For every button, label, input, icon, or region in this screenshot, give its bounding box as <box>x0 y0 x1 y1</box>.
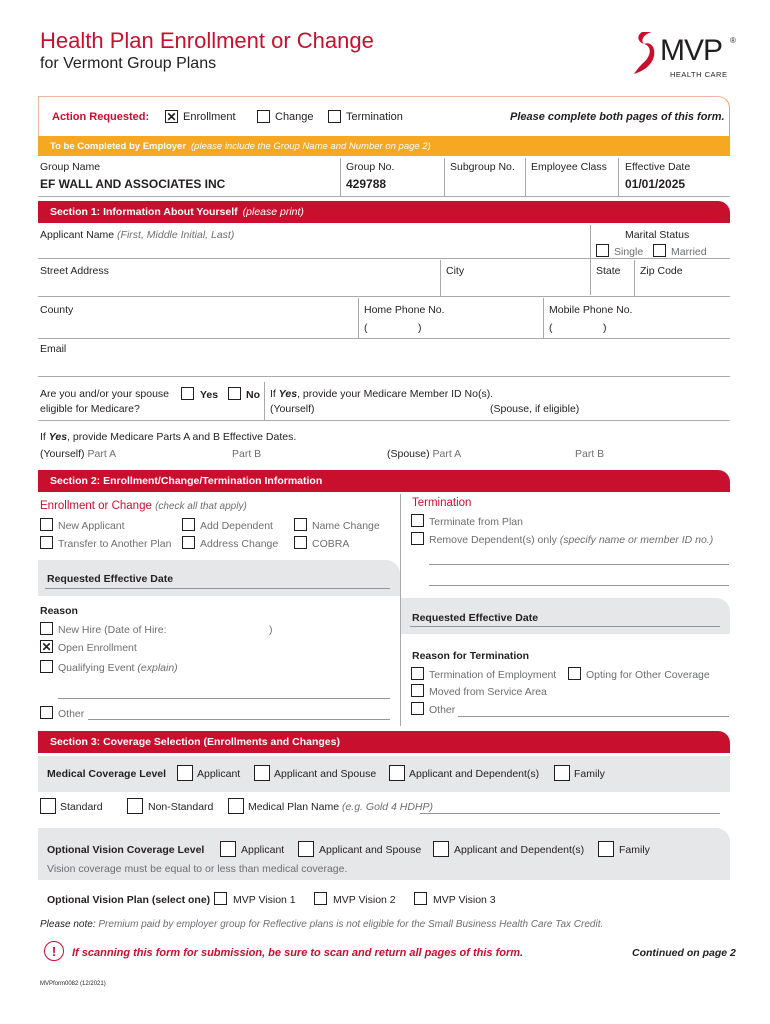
medicare-id-instruction: If Yes, provide your Medicare Member ID No(s). <box>270 388 494 400</box>
term-other-checkbox[interactable] <box>411 702 424 715</box>
termination-label: Termination <box>346 111 403 123</box>
open-enrollment-label: Open Enrollment <box>58 642 137 654</box>
open-enrollment-checkbox[interactable]: ✕ <box>41 639 52 654</box>
termination-employment-label: Termination of Employment <box>429 669 557 681</box>
single-label: Single <box>614 246 644 258</box>
enrollment-checkbox[interactable]: ✕ <box>166 109 177 124</box>
non-standard-label: Non-Standard <box>148 801 214 813</box>
email-label: Email <box>40 343 67 355</box>
mvp-logo <box>630 30 740 82</box>
moved-checkbox[interactable] <box>411 684 424 697</box>
divider <box>429 585 729 586</box>
alert-icon <box>44 941 64 961</box>
subgroup-label: Subgroup No. <box>450 161 515 173</box>
change-checkbox[interactable] <box>257 110 270 123</box>
logo-registered: ® <box>730 36 736 45</box>
name-change-checkbox[interactable] <box>294 518 307 531</box>
section1-title: Section 1: Information About Yourself <box>50 206 238 218</box>
vision-coverage-level-label: Optional Vision Coverage Level <box>47 844 205 856</box>
terminate-from-plan-label: Terminate from Plan <box>429 516 523 528</box>
address-change-checkbox[interactable] <box>182 536 195 549</box>
medical-applicant-checkbox[interactable] <box>177 765 193 781</box>
city-label: City <box>446 265 465 277</box>
applicant-name-label: Applicant Name (First, Middle Initial, Last) <box>40 229 235 241</box>
continued-on-page-2: Continued on page 2 <box>632 947 736 959</box>
new-applicant-label: New Applicant <box>58 520 125 532</box>
spouse-part-a: (Spouse) Part A <box>387 448 462 460</box>
divider <box>634 260 635 296</box>
vision-coverage-note: Vision coverage must be equal to or less than medical coverage. <box>47 863 348 875</box>
complete-both-pages-note: Please complete both pages of this form. <box>510 111 725 123</box>
section2-bar <box>38 470 730 492</box>
requested-effective-date-label: Requested Effective Date <box>47 573 174 585</box>
add-dependent-checkbox[interactable] <box>182 518 195 531</box>
effective-date-label: Effective Date <box>625 161 691 173</box>
divider <box>88 719 390 720</box>
divider <box>543 298 544 338</box>
transfer-label: Transfer to Another Plan <box>58 538 172 550</box>
divider <box>420 813 720 814</box>
page-title: Health Plan Enrollment or Change <box>40 28 374 53</box>
opting-other-coverage-checkbox[interactable] <box>568 667 581 680</box>
form-id: MVPform0082 (12/2021) <box>40 981 106 987</box>
remove-dependents-label: Remove Dependent(s) only (specify name or member ID no.) <box>429 534 714 546</box>
address-change-label: Address Change <box>200 538 279 550</box>
vision3-label: MVP Vision 3 <box>433 894 496 906</box>
employer-bar-note: (please include the Group Name and Number on page 2) <box>191 140 431 152</box>
moved-label: Moved from Service Area <box>429 686 547 698</box>
date-of-hire-close-paren: ) <box>269 624 273 636</box>
qualifying-event-label: Qualifying Event (explain) <box>58 662 178 674</box>
action-requested-label: Action Requested: <box>52 111 150 123</box>
married-label: Married <box>671 246 707 258</box>
vision2-checkbox[interactable] <box>314 892 327 905</box>
vision-applicant-checkbox[interactable] <box>220 841 236 857</box>
divider <box>38 196 730 197</box>
divider <box>264 382 265 420</box>
group-no-value[interactable]: 429788 <box>346 177 387 191</box>
employer-bar <box>38 136 730 156</box>
medical-family-label: Family <box>574 768 605 780</box>
divider <box>444 158 445 196</box>
medical-applicant-dependents-label: Applicant and Dependent(s) <box>409 768 540 780</box>
medical-family-checkbox[interactable] <box>554 765 570 781</box>
medicare-question-line1: Are you and/or your spouse <box>40 388 169 400</box>
divider <box>58 698 390 699</box>
vision1-checkbox[interactable] <box>214 892 227 905</box>
enrollment-change-title: Enrollment or Change (check all that apply) <box>40 500 247 512</box>
enrollment-label: Enrollment <box>183 111 236 123</box>
yourself-part-a: (Yourself) Part A <box>40 448 117 460</box>
county-label: County <box>40 304 74 316</box>
logo-text: MVP <box>660 34 723 67</box>
married-checkbox[interactable] <box>653 244 666 257</box>
medicare-parts-instruction: If Yes, provide Medicare Parts A and B Effective Dates. <box>40 431 297 443</box>
medicare-id-yourself: (Yourself) <box>270 403 315 415</box>
street-address-label: Street Address <box>40 265 109 277</box>
reason-other-checkbox[interactable] <box>40 706 53 719</box>
vision-applicant-dependents-checkbox[interactable] <box>433 841 449 857</box>
vision1-label: MVP Vision 1 <box>233 894 296 906</box>
standard-label: Standard <box>60 801 103 813</box>
group-no-label: Group No. <box>346 161 395 173</box>
medical-applicant-spouse-checkbox[interactable] <box>254 765 270 781</box>
divider <box>429 564 729 565</box>
home-phone-open-paren: ( <box>364 322 368 334</box>
transfer-checkbox[interactable] <box>40 536 53 549</box>
reason-label: Reason <box>40 605 78 617</box>
medical-plan-name-checkbox[interactable] <box>228 798 244 814</box>
medicare-id-spouse: (Spouse, if eligible) <box>490 403 580 415</box>
termination-checkbox[interactable] <box>328 110 341 123</box>
divider <box>358 298 359 338</box>
non-standard-checkbox[interactable] <box>127 798 143 814</box>
home-phone-label: Home Phone No. <box>364 304 445 316</box>
divider <box>38 258 730 259</box>
vision-applicant-spouse-label: Applicant and Spouse <box>319 844 422 856</box>
cobra-label: COBRA <box>312 538 350 550</box>
qualifying-event-checkbox[interactable] <box>40 660 53 673</box>
divider <box>458 716 729 717</box>
medicare-no-checkbox[interactable] <box>228 387 241 400</box>
divider <box>618 158 619 196</box>
vision2-label: MVP Vision 2 <box>333 894 396 906</box>
section1-bar <box>38 201 730 223</box>
vision-plan-label: Optional Vision Plan (select one) <box>47 894 211 906</box>
divider <box>45 588 390 589</box>
divider <box>590 225 591 295</box>
standard-checkbox[interactable] <box>40 798 56 814</box>
section1-note: (please print) <box>242 206 304 218</box>
divider <box>525 158 526 196</box>
section3-title: Section 3: Coverage Selection (Enrollments and Changes) <box>50 736 340 748</box>
medicare-yes-label: Yes <box>200 389 219 401</box>
section2-title: Section 2: Enrollment/Change/Termination Information <box>50 475 323 487</box>
name-change-label: Name Change <box>312 520 380 532</box>
home-phone-close-paren: ) <box>418 322 422 334</box>
divider <box>38 338 730 339</box>
vision-applicant-label: Applicant <box>241 844 285 856</box>
vision-family-checkbox[interactable] <box>598 841 614 857</box>
medical-coverage-level-label: Medical Coverage Level <box>47 768 167 780</box>
logo-subtext: HEALTH CARE <box>670 70 728 79</box>
reason-for-termination-label: Reason for Termination <box>412 650 530 662</box>
medical-applicant-label: Applicant <box>197 768 241 780</box>
medical-applicant-spouse-label: Applicant and Spouse <box>274 768 377 780</box>
reason-other-label: Other <box>58 708 85 720</box>
term-requested-effective-date-label: Requested Effective Date <box>412 612 539 624</box>
change-label: Change <box>275 111 314 123</box>
divider <box>38 296 730 297</box>
vision-family-label: Family <box>619 844 650 856</box>
vision-applicant-dependents-label: Applicant and Dependent(s) <box>454 844 585 856</box>
medical-plan-name-label: Medical Plan Name (e.g. Gold 4 HDHP) <box>248 801 433 813</box>
divider <box>38 376 730 377</box>
mobile-phone-close-paren: ) <box>603 322 607 334</box>
medical-applicant-dependents-checkbox[interactable] <box>389 765 405 781</box>
divider <box>340 158 341 196</box>
scan-note: If scanning this form for submission, be sure to scan and return all pages of this form. <box>72 947 524 959</box>
mobile-phone-label: Mobile Phone No. <box>549 304 633 316</box>
divider <box>38 420 730 421</box>
marital-status-label: Marital Status <box>625 229 690 241</box>
cobra-checkbox[interactable] <box>294 536 307 549</box>
yourself-part-b: Part B <box>232 448 262 460</box>
new-hire-label: New Hire (Date of Hire: <box>58 624 167 636</box>
zip-label: Zip Code <box>640 265 683 277</box>
opting-other-coverage-label: Opting for Other Coverage <box>586 669 710 681</box>
effective-date-value[interactable]: 01/01/2025 <box>625 177 686 191</box>
group-name-label: Group Name <box>40 161 101 173</box>
employee-class-label: Employee Class <box>531 161 607 173</box>
please-note: Please note: Premium paid by employer group for Reflective plans is not eligible for the Small Business Health Care Tax Credit. <box>40 919 604 930</box>
state-label: State <box>596 265 621 277</box>
medicare-yes-checkbox[interactable] <box>181 387 194 400</box>
terminate-from-plan-checkbox[interactable] <box>411 514 424 527</box>
page-subtitle: for Vermont Group Plans <box>40 55 217 72</box>
single-checkbox[interactable] <box>596 244 609 257</box>
medicare-no-label: No <box>246 389 260 401</box>
medicare-question-line2: eligible for Medicare? <box>40 403 140 415</box>
divider <box>440 260 441 296</box>
add-dependent-label: Add Dependent <box>200 520 273 532</box>
vision-applicant-spouse-checkbox[interactable] <box>298 841 314 857</box>
alert-icon-glyph: ! <box>51 943 57 959</box>
new-applicant-checkbox[interactable] <box>40 518 53 531</box>
group-name-value[interactable]: EF WALL AND ASSOCIATES INC <box>40 177 226 191</box>
termination-employment-checkbox[interactable] <box>411 667 424 680</box>
vision3-checkbox[interactable] <box>414 892 427 905</box>
term-other-label: Other <box>429 704 456 716</box>
remove-dependents-checkbox[interactable] <box>411 532 424 545</box>
spouse-part-b: Part B <box>575 448 605 460</box>
new-hire-checkbox[interactable] <box>40 622 53 635</box>
termination-title: Termination <box>412 497 472 509</box>
employer-bar-title: To be Completed by Employer <box>50 140 187 152</box>
section3-bar <box>38 731 730 753</box>
divider <box>410 626 720 627</box>
mobile-phone-open-paren: ( <box>549 322 553 334</box>
